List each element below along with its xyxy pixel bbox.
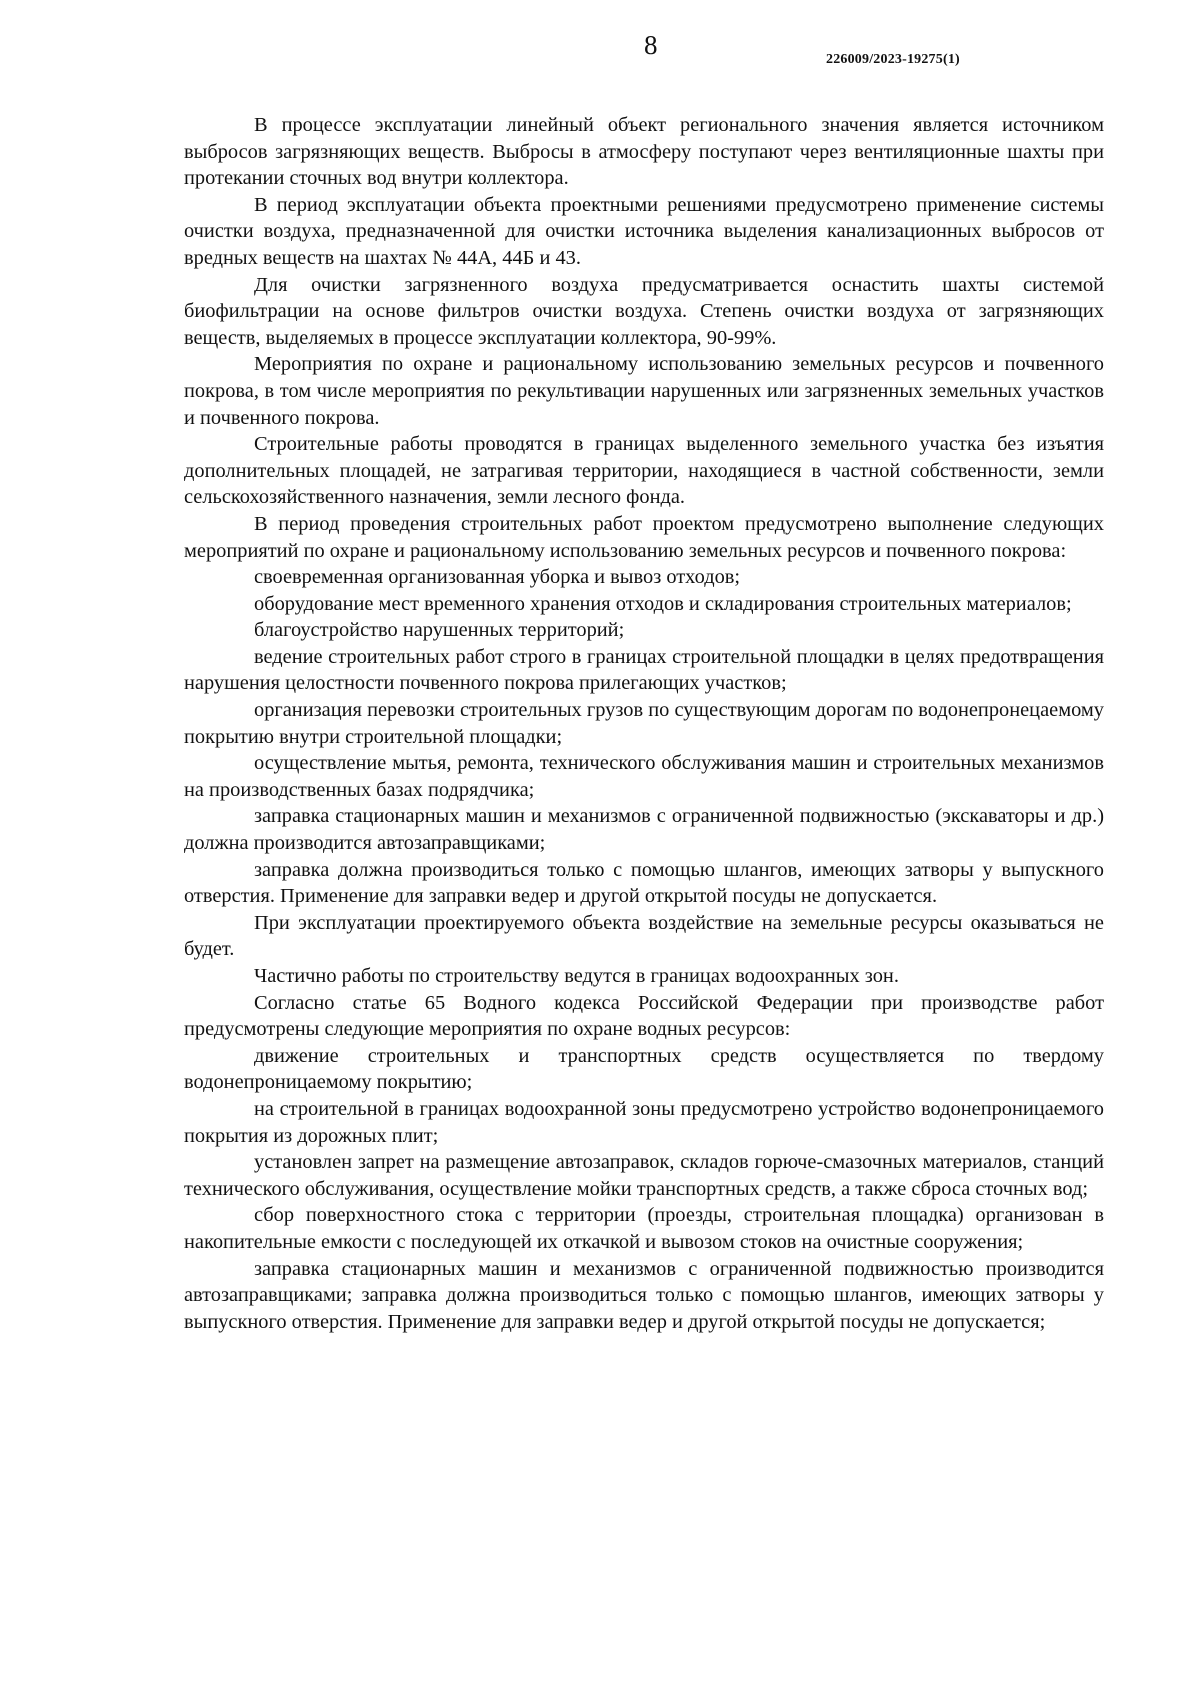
paragraph-land-measures-heading: Мероприятия по охране и рациональному использованию земельных ресурсов и почвенного покрова, в том числе мероприятия по рекультивации нарушенных или загрязненных земельных участков и почвенного покрова.	[184, 353, 1104, 429]
list-item-refueling-hoses: заправка должна производиться только с помощью шлангов, имеющих затворы у выпускного отверстия. Применение для заправки ведер и другой открытой посуды не допускается.	[184, 858, 1104, 908]
list-item-vehicle-movement: движение строительных и транспортных средств осуществляется по твердому водонепроницаемому покрытию;	[184, 1044, 1104, 1094]
page-number: 8	[644, 30, 658, 60]
paragraph-water-code-intro: Согласно статье 65 Водного кодекса Российской Федерации при производстве работ предусмотрены следующие мероприятия по охране водных ресурсов:	[184, 991, 1104, 1041]
list-item-surface-runoff: сбор поверхностного стока с территории (проезды, строительная площадка) организован в накопительные емкости с последующей их откачкой и вывозом стоков на очистные сооружения;	[184, 1204, 1104, 1253]
paragraph-air-cleaning-system: В период эксплуатации объекта проектными решениями предусмотрено применение системы очистки воздуха, предназначенной для очистки источника выделения канализационных выбросов от вредных веществ на шахтах № 44А, 44Б и 43.	[184, 193, 1104, 269]
list-item-refueling-stationary: заправка стационарных машин и механизмов с ограниченной подвижностью (экскаваторы и др.) должна производится автозаправщиками;	[184, 805, 1104, 855]
document-body	[184, 112, 1104, 1335]
list-item-prohibitions: установлен запрет на размещение автозаправок, складов горюче-смазочных материалов, станций технического обслуживания, осуществление мойки транспортных средств, а также сброса сточных вод;	[184, 1151, 1104, 1200]
list-item-landscaping: благоустройство нарушенных территорий;	[254, 619, 625, 642]
document-registration-number: 226009/2023-19275(1)	[826, 52, 960, 67]
list-item-cargo-transport: организация перевозки строительных грузов по существующим дорогам по водонепронецаемому покрытию внутри строительной площадки;	[184, 699, 1104, 748]
list-item-refueling-water-zone: заправка стационарных машин и механизмов с ограниченной подвижностью производится автозаправщиками; заправка должна производиться только с помощью шлангов, имеющих затворы у выпускного отверстия. Применение для заправки ведер и другой открытой посуды не допускается;	[184, 1257, 1104, 1333]
list-item-site-boundaries: ведение строительных работ строго в границах строительной площадки в целях предотвращения нарушения целостности почвенного покрова прилегающих участков;	[184, 645, 1104, 695]
list-item-road-slabs: на строительной в границах водоохранной зоны предусмотрено устройство водонепроницаемого покрытия из дорожных плит;	[184, 1097, 1104, 1147]
paragraph-operation-land-impact: При эксплуатации проектируемого объекта воздействие на земельные ресурсы оказываться не будет.	[184, 911, 1104, 961]
paragraph-construction-measures-intro: В период проведения строительных работ проектом предусмотрено выполнение следующих мероприятий по охране и рациональному использованию земельных ресурсов и почвенного покрова:	[184, 512, 1104, 562]
paragraph-emissions-source: В процессе эксплуатации линейный объект регионального значения является источником выбросов загрязняющих веществ. Выбросы в атмосферу поступают через вентиляционные шахты при протекании сточных вод внутри коллектора.	[184, 114, 1104, 190]
paragraph-biofiltration: Для очистки загрязненного воздуха предусматривается оснастить шахты системой биофильтрации на основе фильтров очистки воздуха. Степень очистки воздуха от загрязняющих веществ, выделяемых в процессе эксплуатации коллектора, 90-99%.	[184, 273, 1104, 349]
list-item-machine-maintenance: осуществление мытья, ремонта, технического обслуживания машин и строительных механизмов на производственных базах подрядчика;	[184, 752, 1104, 801]
list-item-waste-removal: своевременная организованная уборка и вывоз отходов;	[254, 566, 741, 589]
list-item-temporary-storage: оборудование мест временного хранения отходов и складирования строительных материалов;	[254, 592, 1072, 615]
paragraph-water-protection-zones: Частично работы по строительству ведутся в границах водоохранных зон.	[254, 965, 899, 987]
paragraph-construction-boundaries: Строительные работы проводятся в границах выделенного земельного участка без изъятия дополнительных площадей, не затрагивая территории, находящиеся в частной собственности, земли сельскохозяйственного назначения, земли лесного фонда.	[184, 433, 1104, 509]
